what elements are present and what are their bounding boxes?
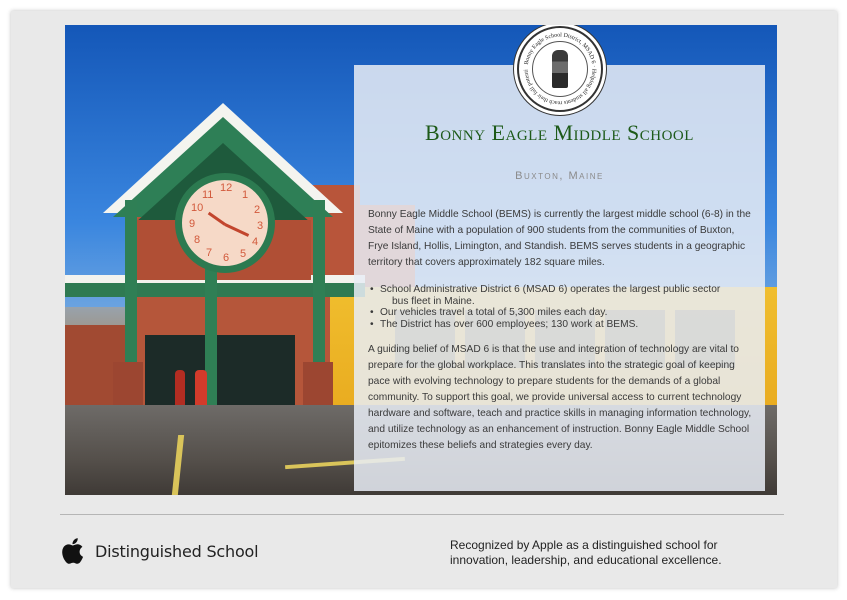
clock-hour-hand [224,223,249,237]
list-item-text: The District has over 600 employees; 130 work at BEMS. [380,318,639,330]
recognition-line: innovation, leadership, and educational excellence. [450,553,722,567]
school-photo [65,25,777,495]
clock-number: 8 [194,234,201,246]
list-item-text: bus fleet in Maine. [392,295,475,307]
clock-number: 4 [252,236,259,248]
svg-text:Bonny Eagle School District, M [519,28,596,105]
clock-number: 12 [220,182,233,194]
clock-number: 5 [240,248,247,260]
clock-icon [175,173,275,273]
school-name: Bonny Eagle Middle School [425,120,694,145]
list-item [368,319,748,331]
description-paragraph: Bonny Eagle Middle School (BEMS) is currently the largest middle school (6-8) in the State of Maine with a population of 900 students from the communities of Buxton, Frye Island, Hollis, Limington, and Standish. BEMS serves students in a geographic territory that covers approximately 182 square miles. [368,209,751,268]
clock-number: 6 [223,252,230,264]
clock-number: 2 [254,204,261,216]
clock-number: 10 [191,202,204,214]
clock-number: 3 [257,220,264,232]
clock-number: 11 [202,189,214,201]
distinguished-school-label: Distinguished School [95,542,259,561]
recognition-text [450,538,750,568]
apple-logo-icon [58,536,84,566]
clock-number: 1 [242,189,249,201]
clock-minute-hand [208,212,226,226]
clock-number: 9 [189,218,196,230]
recognition-line: Recognized by Apple as a distinguished school for [450,538,718,552]
list-item [368,284,748,307]
divider [60,514,784,515]
technology-paragraph: A guiding belief of MSAD 6 is that the use and integration of technology are vital to prepare for the global workplace. This translates into the strategic goal of keeping pace with evolving technology to prepare students for the demands of a global community. To support this goal, we provide universal access to current technology hardware and software, teach and practice skills in managing information technology, and utilize technology as an enhancement of instruction. Bonny Eagle Middle School epitomizes these beliefs and strategies every day. [368,344,752,451]
list-item-text: School Administrative District 6 (MSAD 6) operates the largest public sector [380,284,721,295]
list-item [368,307,748,319]
certificate-page [11,11,837,588]
school-location: Buxton, Maine [515,170,604,182]
entrance-doorway [145,335,295,415]
seal-text: Bonny Eagle School District, MSAD 6 · Helping all students reach their full potenti [523,32,597,106]
clock-number: 7 [206,247,213,259]
facts-list [368,284,748,330]
list-item-text: Our vehicles travel a total of 5,300 miles each day. [380,307,608,318]
seal-text-ring [519,28,601,110]
district-seal-icon [517,26,603,112]
